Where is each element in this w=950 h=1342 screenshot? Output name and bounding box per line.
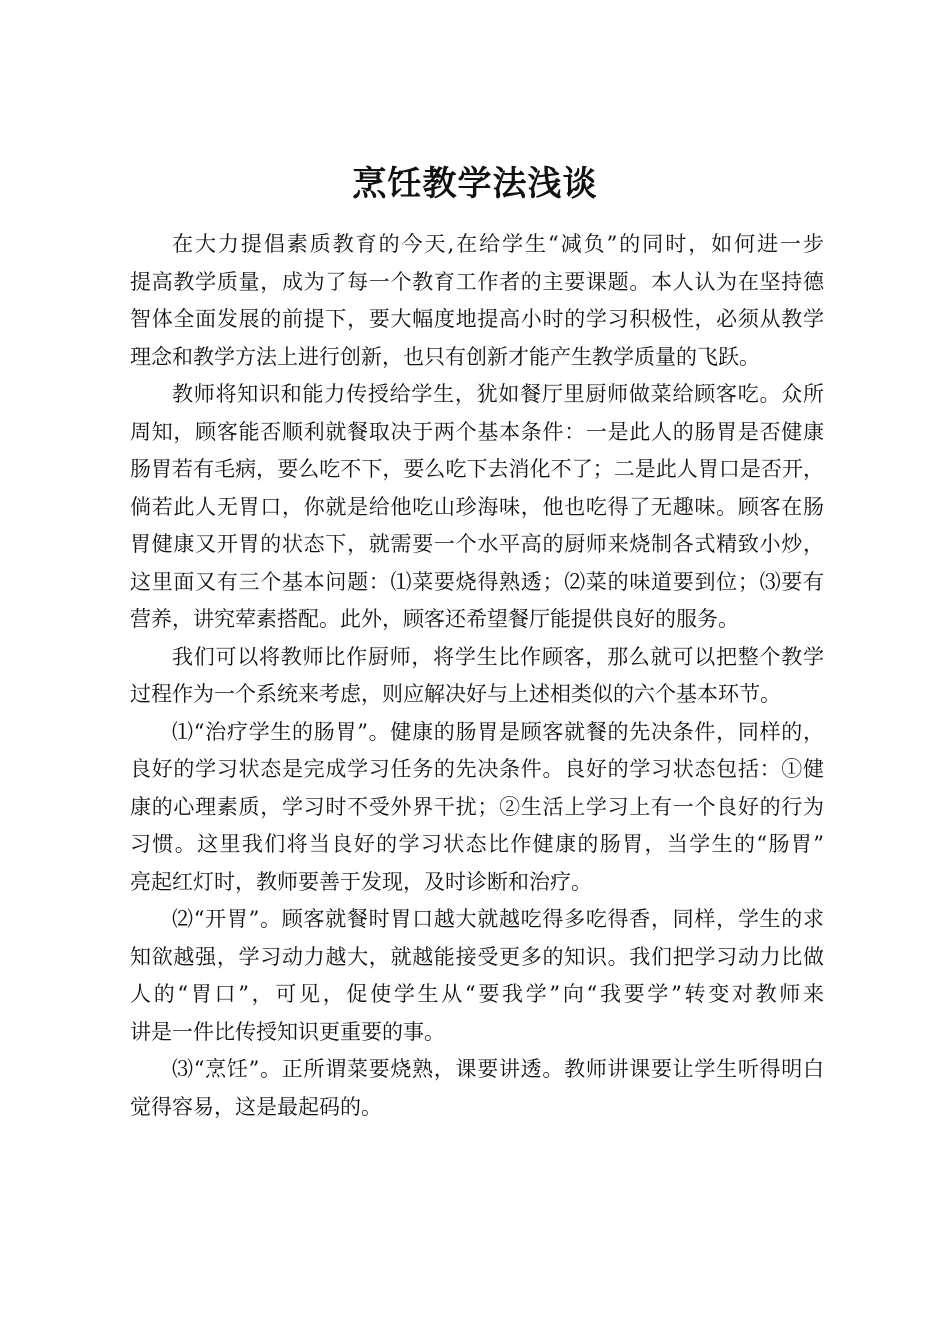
paragraph-system <box>130 639 824 714</box>
paragraph-line: 肠胃若有毛病，要么吃不下，要么吃下去消化不了；二是此人胃口是否开， <box>130 457 824 481</box>
paragraph-intro <box>130 226 824 376</box>
paragraph-line: 觉得容易，这是最起码的。 <box>130 1094 382 1119</box>
paragraph-line: 过程作为一个系统来考虑，则应解决好与上述相类似的六个基本环节。 <box>130 682 781 706</box>
document-title: 烹饪教学法浅谈 <box>352 164 598 204</box>
paragraph-line: 提高教学质量，成为了每一个教育工作者的主要课题。本人认为在坚持德 <box>130 269 824 294</box>
paragraph-line: 周知，顾客能否顺利就餐取决于两个基本条件：一是此人的肠胃是否健康 <box>130 419 824 444</box>
paragraph-line: 胃健康又开胃的状态下，就需要一个水平高的厨师来烧制各式精致小炒， <box>130 532 824 556</box>
paragraph-line: 理念和教学方法上进行创新，也只有创新才能产生教学质量的飞跃。 <box>130 344 760 369</box>
paragraph-line: ⑶“烹饪”。正所谓菜要烧熟，课要讲透。教师讲课要让学生听得明白 <box>172 1057 824 1081</box>
paragraph-line: 在大力提倡素质教育的今天,在给学生“减负”的同时，如何进一步 <box>172 232 824 256</box>
paragraph-item-2 <box>130 901 824 1051</box>
paragraph-line: 倘若此人无胃口，你就是给他吃山珍海味，他也吃得了无趣味。顾客在肠 <box>130 494 824 519</box>
paragraph-line: 讲是一件比传授知识更重要的事。 <box>130 1019 445 1044</box>
paragraph-item-1 <box>130 714 824 902</box>
paragraph-line: 教师将知识和能力传授给学生，犹如餐厅里厨师做菜给顾客吃。众所 <box>172 382 824 406</box>
paragraph-line: ⑵“开胃”。顾客就餐时胃口越大就越吃得多吃得香，同样，学生的求 <box>172 907 824 931</box>
paragraph-chef-analogy <box>130 376 824 639</box>
paragraph-line: 智体全面发展的前提下，要大幅度地提高小时的学习积极性，必须从教学 <box>130 307 824 331</box>
paragraph-line: 营养，讲究荤素搭配。此外，顾客还希望餐厅能提供良好的服务。 <box>130 607 739 631</box>
paragraph-line: 我们可以将教师比作厨师，将学生比作顾客，那么就可以把整个教学 <box>172 644 824 669</box>
paragraph-line: ⑴“治疗学生的肠胃”。健康的肠胃是顾客就餐的先决条件，同样的， <box>172 719 824 744</box>
paragraph-line: 良好的学习状态是完成学习任务的先决条件。良好的学习状态包括：①健 <box>130 757 824 781</box>
paragraph-line: 这里面又有三个基本问题：⑴菜要烧得熟透；⑵菜的味道要到位；⑶要有 <box>130 569 824 594</box>
paragraph-line: 亮起红灯时，教师要善于发现，及时诊断和治疗。 <box>130 869 592 894</box>
paragraph-line: 康的心理素质，学习时不受外界干扰；②生活上学习上有一个良好的行为 <box>130 794 824 819</box>
document-body <box>130 226 824 1126</box>
paragraph-line: 习惯。这里我们将当良好的学习状态比作健康的肠胃，当学生的“肠胃” <box>130 832 824 856</box>
paragraph-line: 知欲越强，学习动力越大，就越能接受更多的知识。我们把学习动力比做 <box>130 944 824 969</box>
paragraph-line: 人的“胃口”，可见，促使学生从“要我学”向“我要学”转变对教师来 <box>130 982 824 1006</box>
paragraph-item-3 <box>130 1051 824 1126</box>
